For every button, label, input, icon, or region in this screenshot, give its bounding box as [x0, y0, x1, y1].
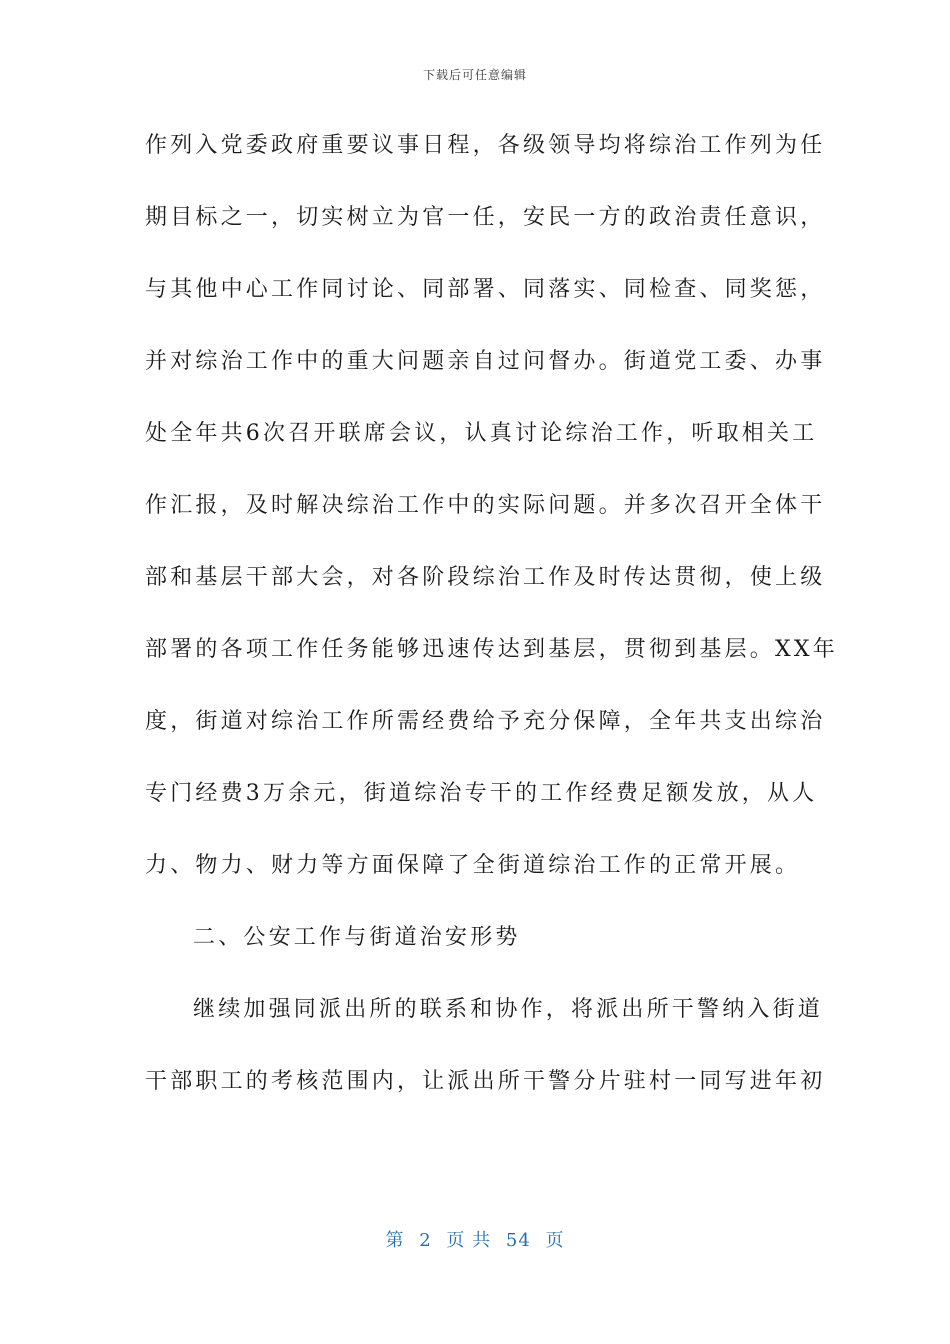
- text-line: 力、物力、财力等方面保障了全街道综治工作的正常开展。: [145, 853, 801, 878]
- paragraph-first-line: 继续加强同派出所的联系和协作，将派出所干警纳入街道: [193, 997, 824, 1022]
- text-line: 与其他中心工作同讨论、同部署、同落实、同检查、同奖惩，: [145, 277, 826, 302]
- document-body: [145, 128, 838, 1136]
- section-heading: 二、公安工作与街道治安形势: [193, 925, 521, 950]
- footer-prefix: 第: [385, 1230, 405, 1251]
- text-line: 作汇报，及时解决综治工作中的实际问题。并多次召开全体干: [145, 493, 826, 518]
- page-footer: [0, 1226, 950, 1252]
- footer-page-number: 2: [419, 1230, 432, 1251]
- text-line: 专门经费3万余元，街道综治专干的工作经费足额发放，从人: [145, 781, 818, 806]
- text-line: 处全年共6次召开联席会议，认真讨论综治工作，听取相关工: [145, 421, 818, 446]
- text-line: 并对综治工作中的重大问题亲自过问督办。街道党工委、办事: [145, 349, 826, 374]
- footer-suffix: 页: [545, 1230, 565, 1251]
- text-line: 度，街道对综治工作所需经费给予充分保障，全年共支出综治: [145, 709, 826, 734]
- text-line: 部署的各项工作任务能够迅速传达到基层，贯彻到基层。XX年: [145, 637, 838, 662]
- footer-total-pages: 54: [505, 1230, 531, 1251]
- text-line: 部和基层干部大会，对各阶段综治工作及时传达贯彻，使上级: [145, 565, 826, 590]
- footer-middle: 页 共: [446, 1230, 492, 1251]
- text-line: 干部职工的考核范围内，让派出所干警分片驻村一同写进年初: [145, 1069, 826, 1094]
- text-line: 作列入党委政府重要议事日程，各级领导均将综治工作列为任: [145, 133, 826, 158]
- text-line: 期目标之一，切实树立为官一任，安民一方的政治责任意识，: [145, 205, 826, 230]
- page-header-note: 下载后可任意编辑: [422, 68, 527, 82]
